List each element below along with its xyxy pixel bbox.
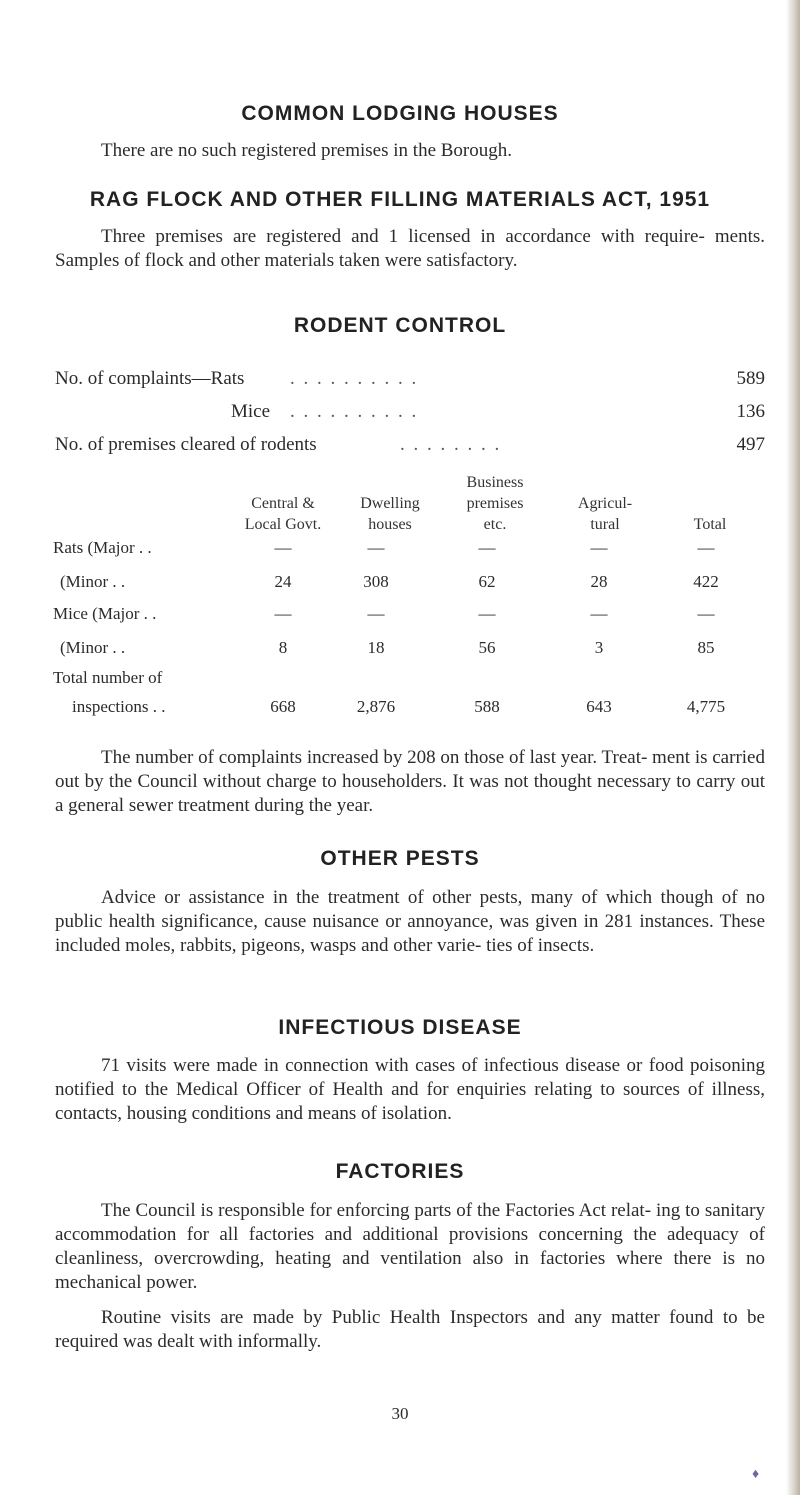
row-label-rats-major: Rats (Major . . <box>53 538 152 557</box>
table-cell: 643 <box>586 697 612 716</box>
page-number: 30 <box>391 1404 409 1423</box>
pests-paragraph: Advice or assistance in the treatment of other pests, many of which though of no public health significance, cause nuisance or annoyance, was given in 281 instances. These included moles, rabbits, pigeons, wasps and other varie- ties of insects. <box>55 887 765 956</box>
table-cell: — <box>367 538 385 557</box>
table-cell: 28 <box>590 572 608 591</box>
table-cell: 85 <box>697 638 715 657</box>
table-cell: 18 <box>367 638 385 657</box>
table-cell: 668 <box>270 697 296 716</box>
heading-rag-flock-act: RAG FLOCK AND OTHER FILLING MATERIALS ACT, 1951 <box>89 188 711 211</box>
table-cell: 24 <box>274 572 292 591</box>
factories-paragraph-1: The Council is responsible for enforcing parts of the Factories Act relat- ing to sanitary accommodation for all factories and additional provisions concerning the adequacy of cleanliness, overcrowding, heating and ventilation also in factories where there is no mechanical power. <box>55 1200 765 1293</box>
row-label-total-inspections-cont: inspections . . <box>72 697 166 716</box>
heading-factories: FACTORIES <box>335 1160 465 1183</box>
complaints-rats-line <box>55 368 765 392</box>
premises-cleared-label: No. of premises cleared of rodents <box>55 434 317 455</box>
complaints-rats-value: 589 <box>736 368 765 389</box>
table-cell: 56 <box>478 638 496 657</box>
table-cell: 4,775 <box>686 697 726 716</box>
complaints-mice-value: 136 <box>736 401 765 422</box>
page-edge-shadow <box>786 0 800 1495</box>
row-label-total-inspections: Total number of <box>53 668 163 687</box>
table-cell: 422 <box>693 572 719 591</box>
table-cell: — <box>590 604 608 623</box>
premises-cleared-line <box>55 434 765 458</box>
complaints-rats-label: No. of complaints—Rats <box>55 368 245 389</box>
infectious-paragraph: 71 visits were made in connection with cases of infectious disease or food poisoning notified to the Medical Officer of Health and for enquiries relating to sources of illness, contacts, housing conditions and means of isolation. <box>55 1055 765 1124</box>
col-header-total: Total <box>693 516 727 533</box>
col-header-dwelling-houses: Dwelling houses <box>360 495 420 533</box>
table-cell: — <box>274 538 292 557</box>
table-cell: — <box>590 538 608 557</box>
rag-flock-paragraph: Three premises are registered and 1 licensed in accordance with require- ments. Samples of flock and other materials taken were satisfactory. <box>55 226 765 271</box>
table-cell: 8 <box>278 638 288 657</box>
lodging-paragraph: There are no such registered premises in the Borough. <box>101 140 513 161</box>
table-cell: 588 <box>474 697 500 716</box>
row-label-mice-major: Mice (Major . . <box>53 604 157 623</box>
leader-dots: . . . . . . . . . . <box>290 401 419 422</box>
table-cell: 308 <box>363 572 389 591</box>
col-header-business-premises: Business premises etc. <box>466 474 524 533</box>
rodent-paragraph: The number of complaints increased by 208 on those of last year. Treat- ment is carried out by the Council without charge to householders. It was not thought necessary to carry out a general sewer treatment during the year. <box>55 747 765 816</box>
scan-mark-icon: ♦ <box>752 1467 760 1482</box>
col-header-central-local: Central & Local Govt. <box>244 495 322 533</box>
factories-paragraph-2: Routine visits are made by Public Health Inspectors and any matter found to be required was dealt with informally. <box>55 1307 765 1352</box>
table-cell: — <box>274 604 292 623</box>
leader-dots: . . . . . . . . . . <box>290 368 419 389</box>
row-label-mice-minor: (Minor . . <box>60 638 126 657</box>
col-header-agricultural: Agricul- tural <box>577 495 633 533</box>
heading-other-pests: OTHER PESTS <box>320 847 480 870</box>
leader-dots: . . . . . . . . <box>400 434 502 455</box>
table-cell: — <box>697 538 715 557</box>
table-cell: — <box>478 604 496 623</box>
heading-rodent-control: RODENT CONTROL <box>293 314 507 337</box>
row-label-rats-minor: (Minor . . <box>60 572 126 591</box>
table-cell: — <box>367 604 385 623</box>
table-cell: 3 <box>594 638 604 657</box>
heading-common-lodging-houses: COMMON LODGING HOUSES <box>241 102 559 125</box>
complaints-mice-label: Mice <box>231 401 271 422</box>
heading-infectious-disease: INFECTIOUS DISEASE <box>278 1016 522 1039</box>
table-cell: — <box>478 538 496 557</box>
complaints-mice-line <box>55 401 765 425</box>
table-cell: — <box>697 604 715 623</box>
table-cell: 2,876 <box>356 697 396 716</box>
table-cell: 62 <box>478 572 496 591</box>
premises-cleared-value: 497 <box>736 434 765 455</box>
